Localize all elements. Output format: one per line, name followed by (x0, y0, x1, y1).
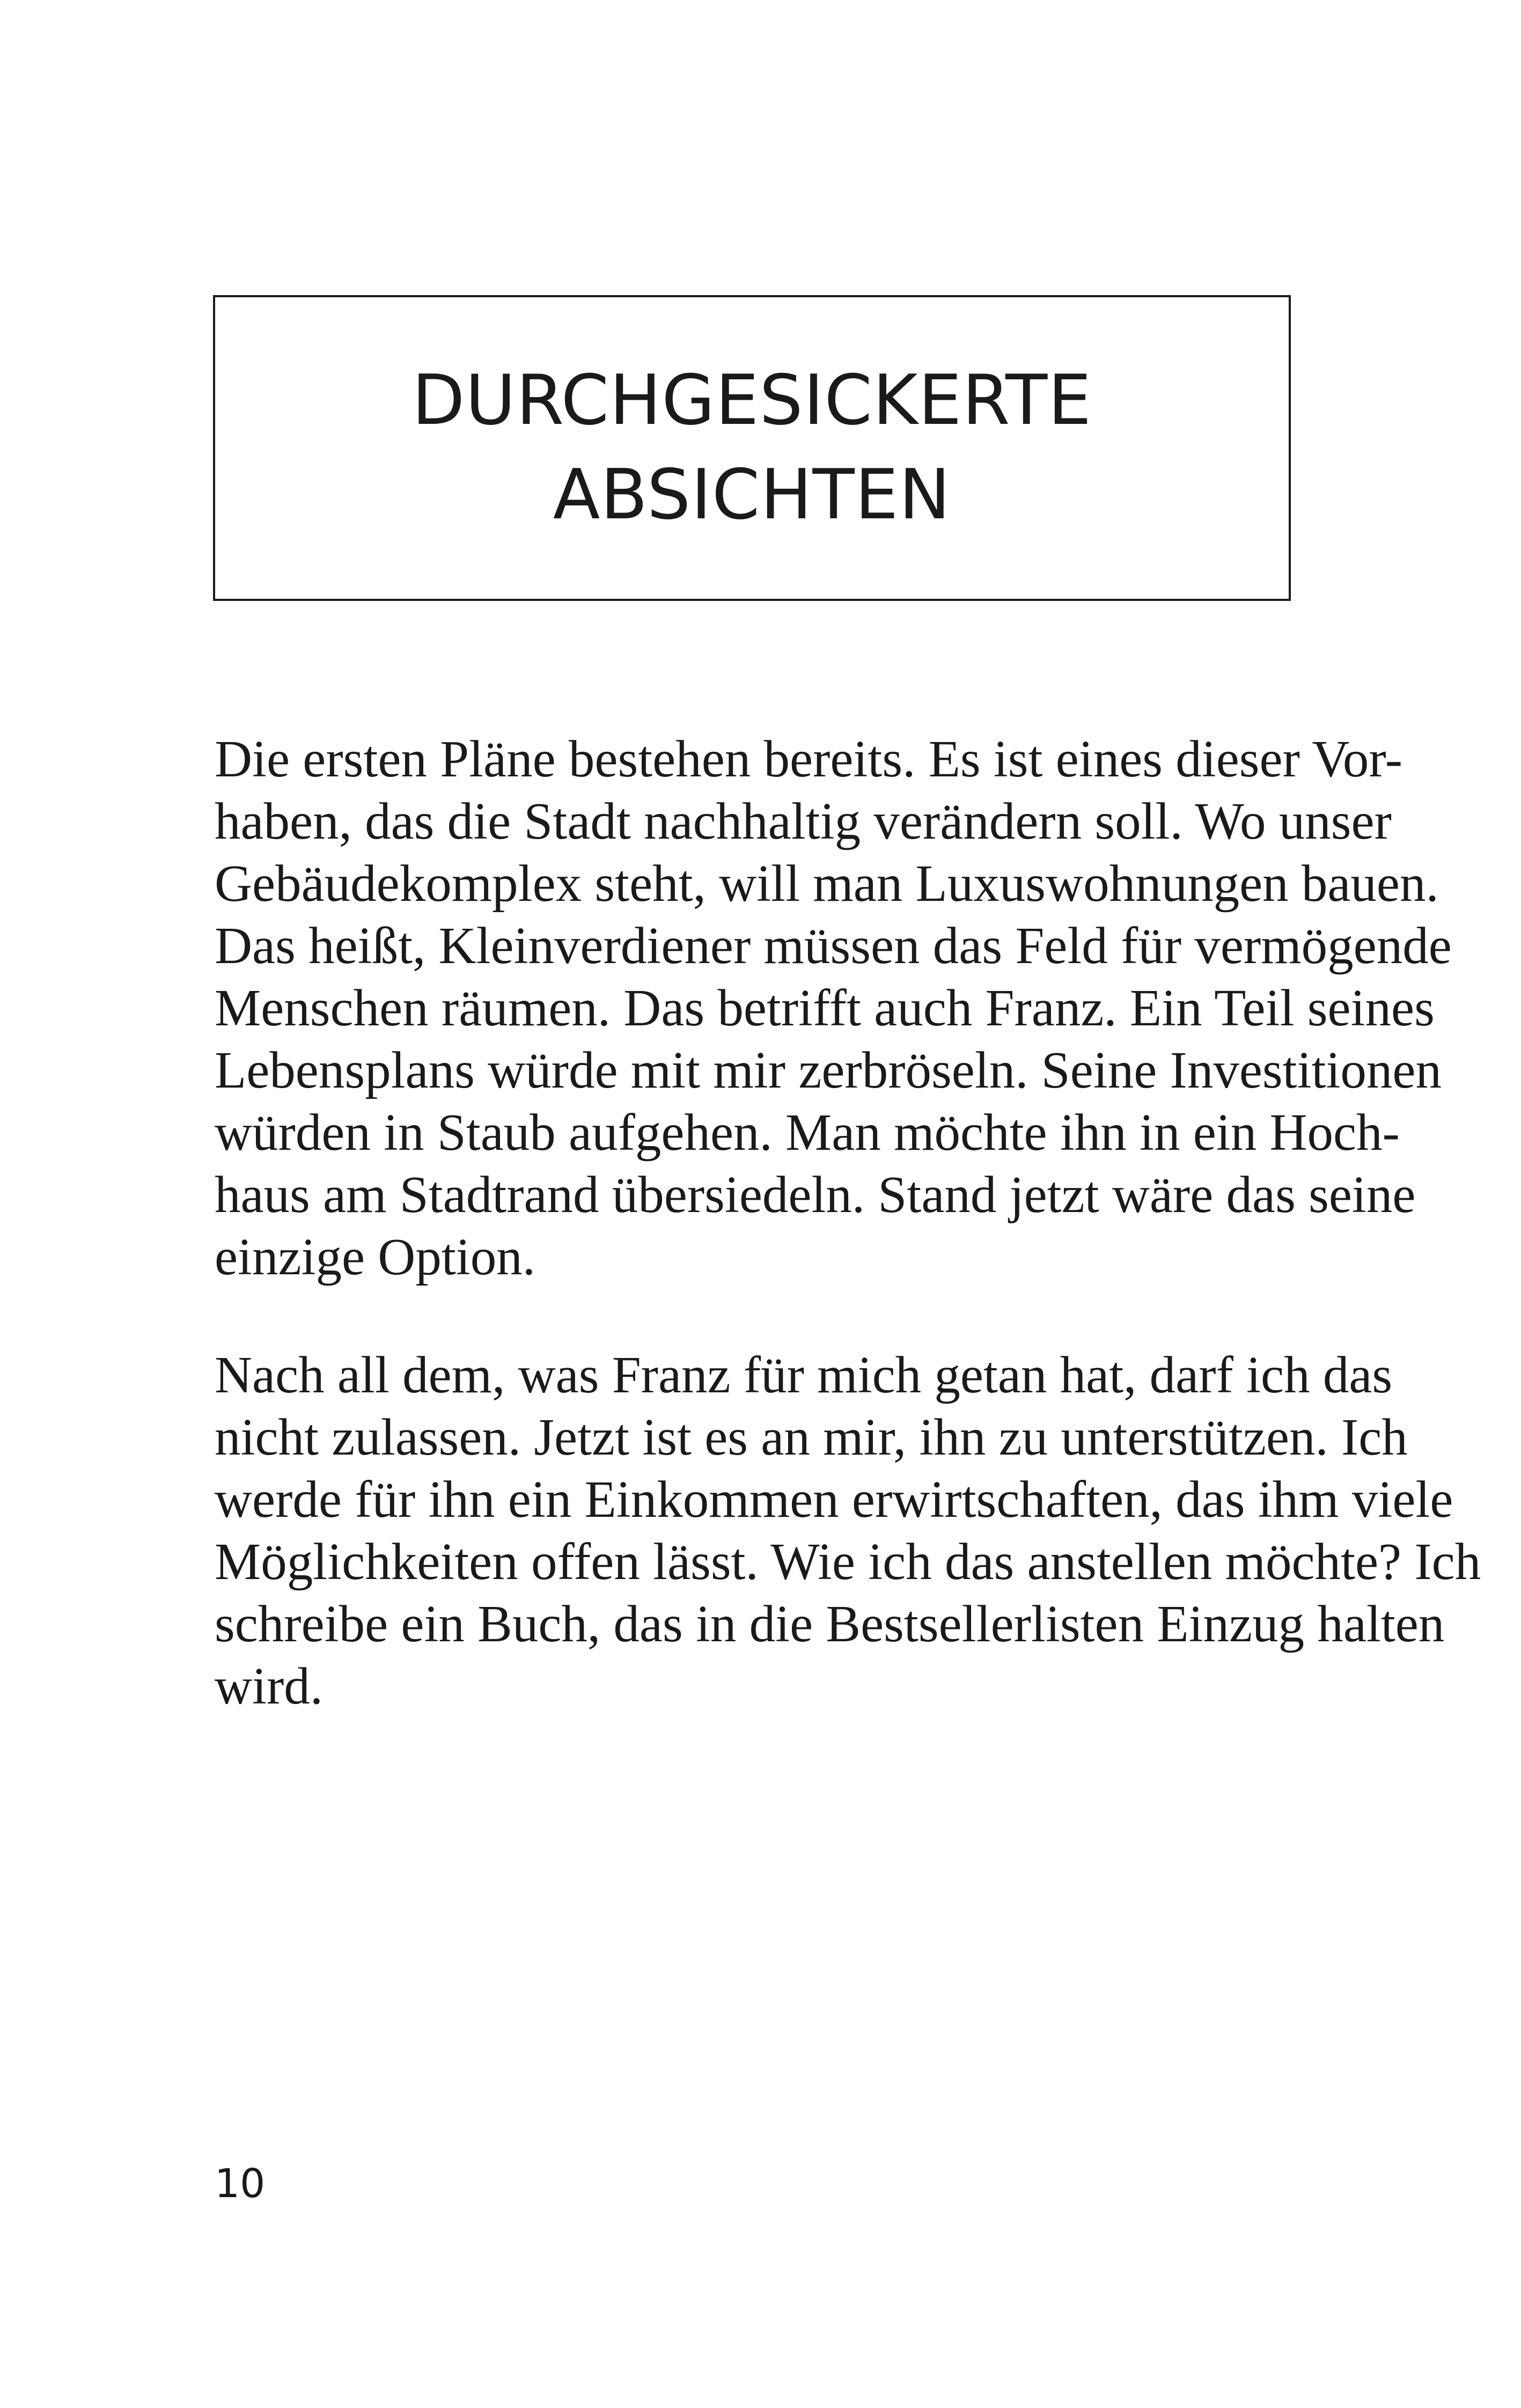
text-line: Möglichkeiten offen lässt. Wie ich das anstellen möchte? Ich (215, 1533, 1481, 1590)
text-line: Die ersten Pläne bestehen bereits. Es ist eines dieser Vor- (215, 730, 1403, 788)
text-line: schreibe ein Buch, das in die Bestsellerlisten Einzug halten (215, 1595, 1445, 1653)
paragraph-2 (215, 1344, 1481, 1717)
text-line: einzige Option. (215, 1228, 536, 1286)
text-line: Nach all dem, was Franz für mich getan hat, darf ich das (215, 1346, 1393, 1404)
text-line: Das heißt, Kleinverdiener müssen das Feld für vermögende (215, 917, 1452, 974)
text-line: würden in Staub aufgehen. Man möchte ihn in ein Hoch- (215, 1104, 1400, 1161)
chapter-title-box (213, 295, 1291, 601)
chapter-title (412, 354, 1092, 542)
text-line: haus am Stadtrand übersiedeln. Stand jetzt wäre das seine (215, 1166, 1416, 1223)
page-number: 10 (215, 2161, 266, 2207)
text-line: Lebensplans würde mit mir zerbröseln. Seine Investitionen (215, 1041, 1442, 1099)
text-line: haben, das die Stadt nachhaltig verändern soll. Wo unser (215, 792, 1392, 850)
chapter-title-line: ABSICHTEN (553, 455, 951, 535)
paragraph-1 (215, 728, 1452, 1288)
text-line: werde für ihn ein Einkommen erwirtschaften, das ihm viele (215, 1471, 1453, 1528)
text-line: Gebäudekomplex steht, will man Luxuswohnungen bauen. (215, 855, 1439, 912)
text-line: Menschen räumen. Das betrifft auch Franz. Ein Teil seines (215, 979, 1435, 1037)
text-line: nicht zulassen. Jetzt ist es an mir, ihn zu unterstützen. Ich (215, 1408, 1408, 1466)
chapter-title-line: DURCHGESICKERTE (412, 361, 1092, 441)
text-line: wird. (215, 1657, 324, 1715)
